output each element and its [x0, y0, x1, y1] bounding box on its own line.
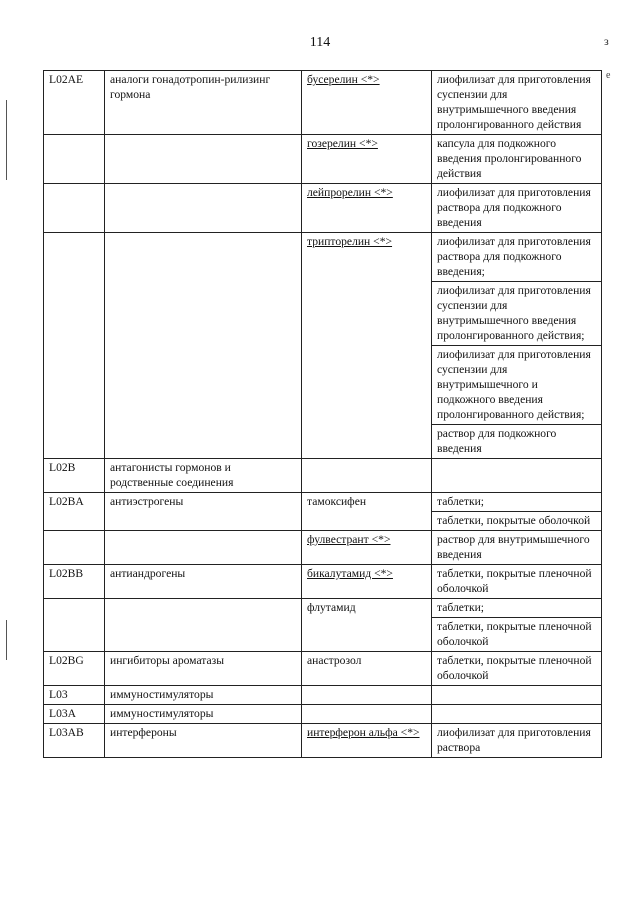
- table-row: [44, 724, 602, 758]
- group-name: антагонисты гормонов и родственные соединения: [105, 459, 302, 493]
- dosage-form: таблетки;: [432, 599, 602, 618]
- group-name: антиандрогены: [105, 565, 302, 599]
- atc-code: L03AB: [44, 724, 105, 758]
- atc-code: [44, 531, 105, 565]
- table-row: [44, 493, 602, 512]
- group-name: иммуностимуляторы: [105, 686, 302, 705]
- table-row: [44, 459, 602, 493]
- group-name: антиэстрогены: [105, 493, 302, 531]
- atc-code: L02BB: [44, 565, 105, 599]
- atc-code: L02BG: [44, 652, 105, 686]
- dosage-form: лиофилизат для приготовления суспензии для внутримышечного введения пролонгированного действия;: [432, 282, 602, 346]
- drug-name: трипторелин <*>: [302, 233, 432, 459]
- dosage-form: таблетки, покрытые пленочной оболочкой: [432, 652, 602, 686]
- dosage-form: [432, 686, 602, 705]
- group-name: иммуностимуляторы: [105, 705, 302, 724]
- drug-name: тамоксифен: [302, 493, 432, 531]
- drug-name: гозерелин <*>: [302, 135, 432, 184]
- dosage-form: лиофилизат для приготовления суспензии для внутримышечного и подкожного введения пролонгированного действия;: [432, 346, 602, 425]
- drug-name: лейпрорелин <*>: [302, 184, 432, 233]
- drug-name: [302, 705, 432, 724]
- drug-name: бикалутамид <*>: [302, 565, 432, 599]
- group-name: [105, 531, 302, 565]
- table-row: [44, 233, 602, 282]
- drug-name: фулвестрант <*>: [302, 531, 432, 565]
- dosage-form: капсула для подкожного введения пролонгированного действия: [432, 135, 602, 184]
- drug-name: бусерелин <*>: [302, 71, 432, 135]
- atc-code: L02B: [44, 459, 105, 493]
- group-name: [105, 599, 302, 652]
- dosage-form: лиофилизат для приготовления суспензии для внутримышечного введения пролонгированного действия: [432, 71, 602, 135]
- atc-code: [44, 599, 105, 652]
- group-name: [105, 184, 302, 233]
- atc-code: L02AE: [44, 71, 105, 135]
- table-row: [44, 686, 602, 705]
- page-number: 114: [309, 35, 331, 50]
- atc-code: L02BA: [44, 493, 105, 531]
- table-row: [44, 135, 602, 184]
- medicines-table: [43, 70, 602, 758]
- dosage-form: лиофилизат для приготовления раствора: [432, 724, 602, 758]
- dosage-form: раствор для внутримышечного введения: [432, 531, 602, 565]
- table-row: [44, 652, 602, 686]
- drug-name: флутамид: [302, 599, 432, 652]
- atc-code: [44, 184, 105, 233]
- corner-mark: е: [606, 70, 611, 81]
- scan-margin-line: [6, 620, 7, 660]
- atc-code: [44, 135, 105, 184]
- dosage-form: лиофилизат для приготовления раствора для подкожного введения;: [432, 233, 602, 282]
- drug-name: [302, 459, 432, 493]
- dosage-form: таблетки, покрытые оболочкой: [432, 512, 602, 531]
- scan-margin-line: [6, 100, 7, 180]
- atc-code: L03A: [44, 705, 105, 724]
- dosage-form: таблетки;: [432, 493, 602, 512]
- drug-name: интерферон альфа <*>: [302, 724, 432, 758]
- dosage-form: [432, 459, 602, 493]
- drug-name: [302, 686, 432, 705]
- group-name: аналоги гонадотропин-рилизинг гормона: [105, 71, 302, 135]
- dosage-form: таблетки, покрытые пленочной оболочкой: [432, 618, 602, 652]
- group-name: ингибиторы ароматазы: [105, 652, 302, 686]
- table-row: [44, 184, 602, 233]
- dosage-form: таблетки, покрытые пленочной оболочкой: [432, 565, 602, 599]
- drug-name: анастрозол: [302, 652, 432, 686]
- corner-mark: з: [604, 34, 609, 48]
- table-row: [44, 705, 602, 724]
- group-name: [105, 233, 302, 459]
- atc-code: L03: [44, 686, 105, 705]
- table-row: [44, 531, 602, 565]
- group-name: [105, 135, 302, 184]
- group-name: интерфероны: [105, 724, 302, 758]
- table-row: [44, 71, 602, 135]
- dosage-form: раствор для подкожного введения: [432, 425, 602, 459]
- atc-code: [44, 233, 105, 459]
- dosage-form: [432, 705, 602, 724]
- table-row: [44, 599, 602, 618]
- dosage-form: лиофилизат для приготовления раствора для подкожного введения: [432, 184, 602, 233]
- table-row: [44, 565, 602, 599]
